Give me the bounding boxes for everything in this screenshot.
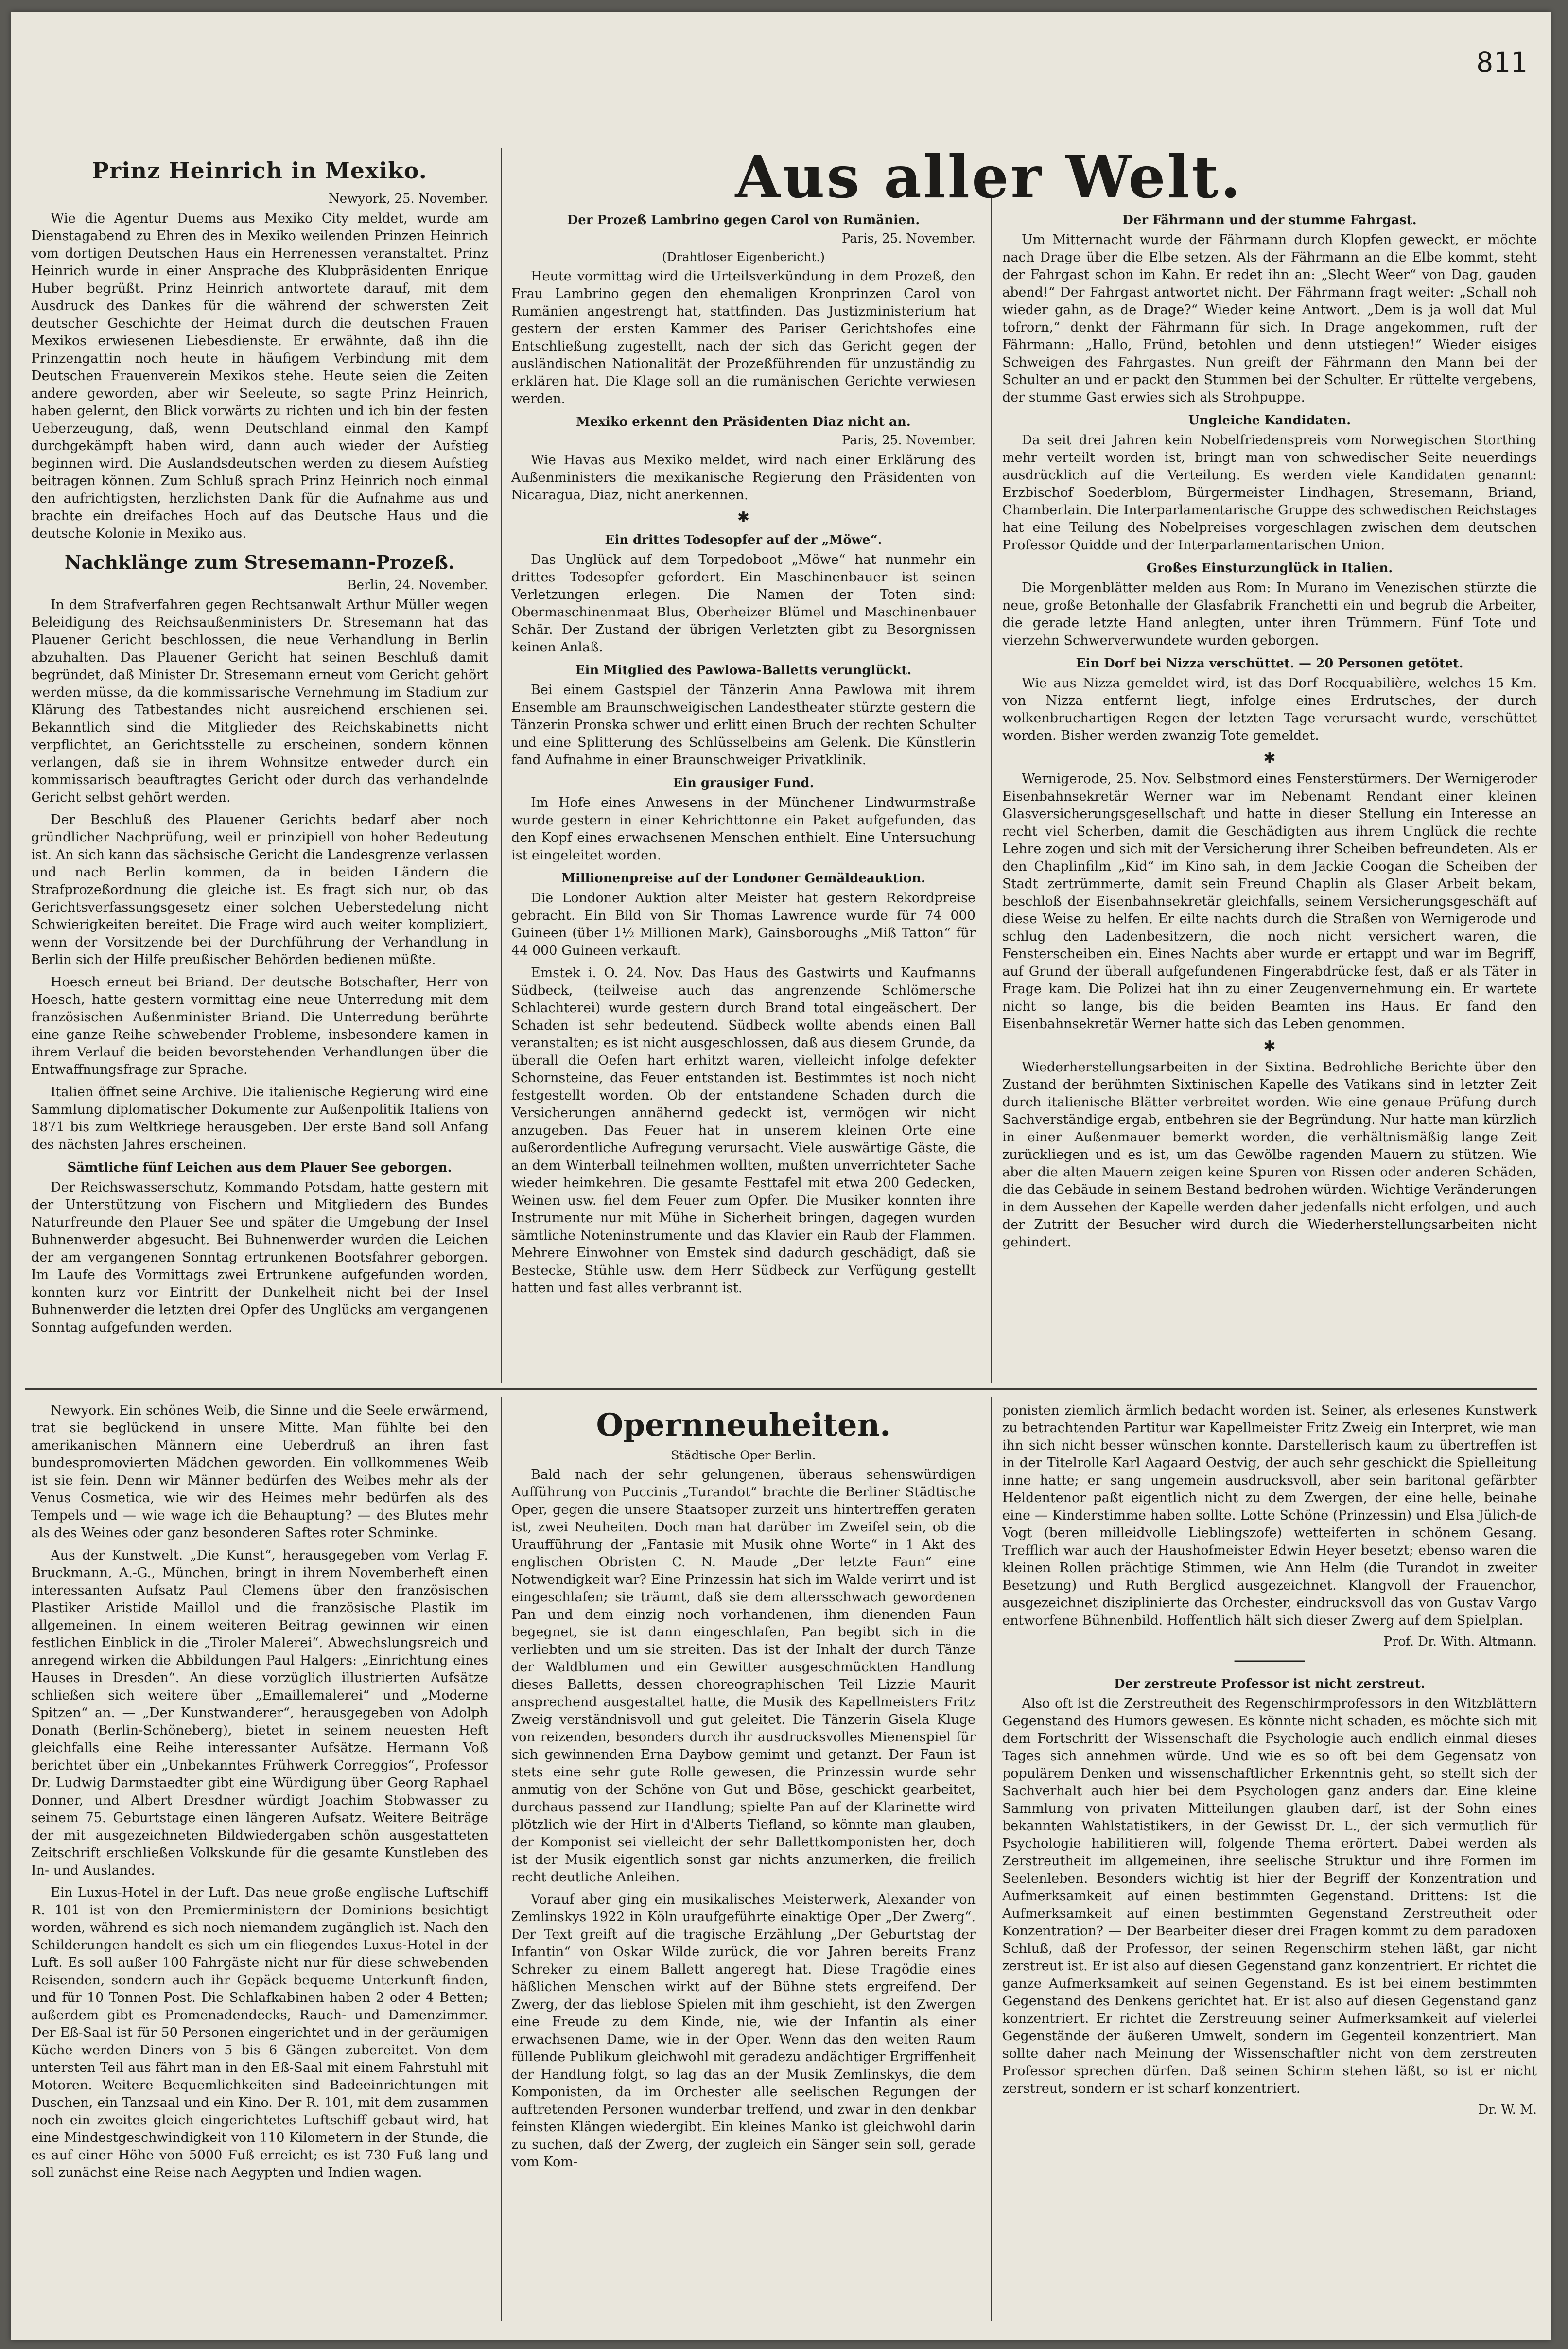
news-note: Aus der Kunstwelt. „Die Kunst“, herausgegeben vom Verlag F. Bruckmann, A.-G., München, bringt in ihrem Novemberheft einen interessanten Aufsatz Paul Clemens über den französischen Plastiker Aristide Maillol und die französische Plastik im allgemeinen. In einem weiteren Beitrag gewinnen wir einen festlichen Einblick in die „Tiroler Malerei“. Abwechslungsreich und anregend wirken die Abbildungen Paul Halgers: „Einrichtung eines Hauses in Dresden“. An diese vorzüglich illustrierten Aufsätze schließen sich weitere über „Emaillemalerei“ und „Moderne Spitzen“ an. — „Der Kunstwanderer“, herausgegeben von Adolph Donath (Berlin-Schöneberg), bietet in seinem neuesten Heft gleichfalls eine Reihe interessanter Aufsätze. Hermann Voß berichtet über ein „Unbekanntes Frühwerk Correggios“, Professor Dr. Ludwig Darmstaedter gibt eine Würdigung über Georg Raphael Donner, und Albert Dresdner würdigt Joachim Stobwasser zu seinem 75. Geburtstage einen längeren Aufsatz. Weitere Beiträge der mit ausgezeichneten Bildwiedergaben schön ausgestatteten Zeitschrift erschließen Volkskunde für die gesamte Kunstleben des In- und Auslandes.	[31, 1548, 488, 1878]
article-paragraph: Wie Havas aus Mexiko meldet, wird nach einer Erklärung des Außenministers die mexikanische Regierung den Präsidenten von Nicaragua, Diaz, nicht anerkennen.	[511, 453, 976, 503]
article-paragraph: Das Unglück auf dem Torpedoboot „Möwe“ hat nunmehr ein drittes Todesopfer gefordert. Ein Maschinenbauer ist seinen Verletzungen erlegen. Die Namen der Toten sind: Obermaschinenmaat Blus, Oberheizer Blümel und Maschinenbauer Schär. Der Zustand der übrigen Verletzten gibt zu Besorgnissen keinen Anlaß.	[511, 552, 976, 655]
news-note: Hoesch erneut bei Briand. Der deutsche Botschafter, Herr von Hoesch, hatte gestern vormittag eine neue Unterredung mit dem französischen Außenminister Briand. Die Unterredung berührte eine ganze Reihe schwebender Probleme, insbesondere kamen in ihrem Verlauf die beiden bevorstehenden Verhandlungen über die Entwaffnungsfrage zur Sprache.	[31, 975, 488, 1077]
article-paragraph: Also oft ist die Zerstreutheit des Regenschirmprofessors in den Witzblättern Gegenstand des Humors gewesen. Es könnte nicht schaden, es möchte sich mit dem Fortschritt der Wissenschaft die Psychologie auch endlich einmal dieses Tages sich annehmen würde. Und wie es so oft bei dem Gegensatz von populärem Denken und wissenschaftlicher Erkenntnis geht, so stellt sich der Sachverhalt auch hier bei dem Psychologen ganz anders dar. Eine kleine Sammlung von privaten Mitteilungen glauben darf, ist der Sohn eines bekannten Wahlstatistikers, in der Gewisst Dr. L., der sich vermutlich für Psychologie habilitieren will, folgende Thema erörtert. Dabei werden als Zerstreutheit im allgemeinen, ihre seelische Struktur und ihre Formen im Seelenleben. Besonders wichtig ist hier der Begriff der Konzentration und Aufmerksamkeit auf einen bestimmten Gegenstand. Drittens: Ist die Aufmerksamkeit auf einen bestimmten Gegenstand Zerstreutheit oder Konzentration? — Der Bearbeiter dieser drei Fragen kommt zu dem paradoxen Schluß, daß der Professor, der seinen Regenschirm stehen läßt, gar nicht zerstreut ist. Er ist also auf diesen Gegenstand ganz konzentriert. Er richtet die ganze Aufmerksamkeit auf seinen Gegenstand. Es ist bei einem bestimmten Gegenstand des Denkens gerichtet hat. Er ist also auf diesen Gegenstand ganz konzentriert. Er richtet die Zerstreuung seiner Aufmerksamkeit auf vielerlei Gegenstände der äußeren Umwelt, sondern im Gegenteil konzentriert. Man sollte daher nach Meinung der Wissenschaftler nicht von dem zerstreuten Professor sprechen dürfen. Daß seinen Schirm stehen läßt, so ist er nicht zerstreut, sondern er ist scharf konzentriert.	[1002, 1696, 1537, 2096]
article-heading: Ein drittes Todesopfer auf der „Möwe“.	[605, 533, 882, 547]
page-number: 811	[1476, 46, 1527, 79]
article-heading: Prinz Heinrich in Mexiko.	[92, 158, 427, 184]
newspaper-page	[11, 12, 1551, 2340]
news-note: Italien öffnet seine Archive. Die italienische Regierung wird eine Sammlung diplomatischer Dokumente zur Außenpolitik Italiens von 1871 bis zum Weltkriege herausgeben. Der erste Band soll Anfang des nächsten Jahres erscheinen.	[31, 1085, 488, 1152]
separator-star: ✱	[1263, 750, 1276, 767]
article-heading: Der zerstreute Professor ist nicht zerstreut.	[1114, 1677, 1425, 1691]
dateline: Berlin, 24. November.	[347, 578, 488, 593]
column-left-top	[31, 153, 488, 1378]
subline: (Drahtloser Eigenbericht.)	[662, 250, 825, 264]
article-heading: Der Fährmann und der stumme Fahrgast.	[1122, 213, 1417, 228]
article-paragraph: Wernigerode, 25. Nov. Selbstmord eines Fensterstürmers. Der Wernigeroder Eisenbahnsekretär Werner war im Nebenamt Rendant einer kleinen Glasversicherungsgesellschaft und hatte in dieser Stellung ein Interesse an recht viel Scherben, damit die Geschädigten aus ihrem Unglück die rechte Lehre zogen und sich mit der Versicherung ihrer Scheiben befreundeten. Als er den Chaplinfilm „Kid“ im Kino sah, in dem Jackie Coogan die Scheiben der Stadt zertrümmerte, damit sein Freund Chaplin als Glaser Arbeit bekam, beschloß der Eisenbahnsekretär gleichfalls, seinem Versicherungsgeschäft auf diese Weise zu helfen. Er eilte nachts durch die Straßen von Wernigerode und schlug den Ladenbesitzern, die noch nicht versichert waren, die Fensterscheiben ein. Eines Nachts aber wurde er ertappt und war im Begriff, auf Grund der überall aufgefundenen Fingerabdrücke fest, daß er als Täter in Frage kam. Die Polizei hat ihn zu einer Zeugenvernehmung ein. Er wartete nicht so lange, bis die beiden Beamten ins Haus. Er fand den Eisenbahnsekretär Werner hatte sich das Leben genommen.	[1002, 771, 1537, 1032]
article-paragraph: Wie die Agentur Duems aus Mexiko City meldet, wurde am Dienstagabend zu Ehren des in Mexiko weilenden Prinzen Heinrich vom dortigen Deutschen Haus ein Herrenessen veranstaltet. Prinz Heinrich wurde in einer Ansprache des Klubpräsidenten Enrique Huber begrüßt. Prinz Heinrich antwortete darauf, mit dem Ausdruck des Dankes für die während der schwersten Zeit deutscher Geschichte der Heimat durch die deutschen Frauen Mexikos erwiesenen Liebesdienste. Er erwähnte, daß ihn die Prinzengattin noch heute in häufigem Verbindung mit dem Deutschen Frauenverein Mexikos stehe. Heute seien die Zeiten andere geworden, aber wir Seeleute, so sagte Prinz Heinrich, haben gelernt, den Blick vorwärts zu richten und ich bin der festen Ueberzeugung, daß, wenn Deutschland einmal den Kampf durchgekämpft haben wird, dann auch wieder der Aufstieg beginnen wird. Die Auslandsdeutschen werden zu diesem Aufstieg beitragen können. Zum Schluß sprach Prinz Heinrich noch einmal den aufrichtigsten, herzlichsten Dank für die Aufnahme aus und brachte ein dreifaches Hoch auf das Deutsche Haus und die deutsche Kolonie in Mexiko aus.	[31, 211, 488, 541]
column-right-top	[1002, 206, 1537, 1378]
article-paragraph: ponisten ziemlich ärmlich bedacht worden ist. Seiner, als erlesenes Kunstwerk zu betrachtenden Partitur war Kapellmeister Fritz Zweig ein Interpret, wie man ihn sich nicht besser wünschen konnte. Darstellerisch kaum zu übertreffen ist in der Titelrolle Karl Aagaard Oestvig, der auch sehr geschickt die Spielleitung inne hatte; er sang ungemein ausdrucksvoll, aber sein baritonal gefärbter Heldentenor paßt eigentlich nicht zu dem Zwergen, der eine helle, beinahe eine — Kinderstimme haben sollte. Lotte Schöne (Prinzessin) und Elsa Jülich-de Vogt (beren milleidvolle Lieblingszofe) wetteiferten in schönem Gesang. Trefflich war auch der Haushofmeister Edwin Heyer besetzt; ebenso waren die kleinen Rollen prächtige Stimmen, wie Ann Helm (die Turandot in zweiter Besetzung) und Ruth Berglicd ausgezeichnet. Klangvoll der Frauenchor, ausgezeichnet disziplinierte das Orchester, eindrucksvoll das von Gustav Vargo entworfene Bühnenbild. Hoffentlich hält sich dieser Zwerg auf dem Spielplan.	[1002, 1403, 1537, 1628]
column-rule	[991, 196, 992, 1383]
column-rule	[501, 1397, 502, 2321]
article-heading: Der Prozeß Lambrino gegen Carol von Rumänien.	[567, 213, 920, 228]
separator-rule: ────────	[1234, 1653, 1305, 1670]
section-masthead	[511, 143, 1466, 211]
article-heading: Ein Dorf bei Nizza verschüttet. — 20 Personen getötet.	[1076, 656, 1463, 671]
article-heading: Ein Mitglied des Pawlowa-Balletts verunglückt.	[575, 663, 912, 678]
subline: Städtische Oper Berlin.	[671, 1448, 816, 1462]
author-signature: Prof. Dr. With. Altmann.	[1383, 1634, 1537, 1649]
article-paragraph: In dem Strafverfahren gegen Rechtsanwalt Arthur Müller wegen Beleidigung des Reichsaußenministers Dr. Stresemann hat das Plauener Gericht beschlossen, die neue Verhandlung in Berlin abzuhalten. Das Plauener Gericht hat seinen Beschluß damit begründet, daß Minister Dr. Stresemann erneut vom Gericht gehört werden müsse, da die kommissarische Vernehmung im Stadium zur Klärung des Tatbestandes nicht ausreichend erschienen sei. Bekanntlich sind die Mitglieder des Reichskabinetts nicht verpflichtet, an Gerichtsstelle zu erscheinen, sondern können verlangen, daß sie in ihrem Wohnsitze entweder durch ein kommissarisch beauftragtes Gericht oder durch das verhandelnde Gericht selbst gehört werden.	[31, 597, 488, 805]
article-heading: Großes Einsturzunglück in Italien.	[1146, 561, 1393, 576]
article-heading: Nachklänge zum Stresemann-Prozeß.	[64, 551, 455, 573]
article-paragraph: Da seit drei Jahren kein Nobelfriedenspreis vom Norwegischen Storthing mehr verteilt worden ist, bringt man von schwedischer Seite neuerdings ausdrücklich auf die Verteilung. Es werden viele Kandidaten genannt: Erzbischof Soederblom, Bürgermeister Lindhagen, Stresemann, Briand, Chamberlain. Die Interparlamentarische Gruppe des schwedischen Reichstages hat eine Teilung des Nobelpreises vorgeschlagen zwischen dem deutschen Professor Quidde und der Interparlamentarischen Union.	[1002, 433, 1537, 553]
article-paragraph: Emstek i. O. 24. Nov. Das Haus des Gastwirts und Kaufmanns Südbeck, (teilweise auch das angrenzende Schlömersche Schlachterei) wurde gestern durch Brand total eingeäschert. Der Schaden ist sehr bedeutend. Südbeck wollte abends einen Ball veranstalten; es ist nicht ausgeschlossen, daß aus diesem Grunde, da überall die Oefen hart erhitzt waren, vielleicht infolge defekter Schornsteine, das Feuer entstanden ist. Bestimmtes ist noch nicht festgestellt worden. Ob der entstandene Schaden durch die Versicherungen annähernd gedeckt ist, vermögen wir nicht anzugeben. Das Feuer hat in unserem kleinen Orte eine außerordentliche Aufregung verursacht. Viele auswärtige Gäste, die an dem Winterball teilnehmen wollten, mußten unverrichteter Sache wieder heimkehren. Die gesamte Festtafel mit etwa 200 Gedecken, Weinen usw. fiel dem Feuer zum Opfer. Die Musiker konnten ihre Instrumente nur mit Mühe in Sicherheit bringen, dagegen wurden sämtliche Noteninstrumente und das Klavier ein Raub der Flammen. Mehrere Einwohner von Emstek sind dadurch geschädigt, daß sie Bestecke, Stühle usw. dem Herr Südbeck zur Verfügung gestellt hatten und fast alles verbrannt ist.	[511, 965, 976, 1296]
column-left-bottom	[31, 1402, 488, 2326]
article-heading: Ein grausiger Fund.	[673, 776, 814, 790]
section-title: Aus aller Welt.	[735, 143, 1243, 211]
article-heading: Millionenpreise auf der Londoner Gemäldeauktion.	[561, 871, 925, 886]
section-rule	[25, 1388, 1537, 1390]
article-paragraph: Heute vormittag wird die Urteilsverkündung in dem Prozeß, den Frau Lambrino gegen den ehemaligen Kronprinzen Carol von Rumänien angestrengt hat, stattfinden. Das Justizministerium hat gestern der ersten Kammer des Pariser Gerichtshofes eine Entschließung zugestellt, nach der sich das Gericht gegen der ausländischen Nationalität der Prozeßführenden für unzuständig zu erklären hat. Die Klage soll an die rumänischen Gerichte verwiesen werden.	[511, 269, 976, 406]
article-paragraph: Der Beschluß des Plauener Gerichts bedarf aber noch gründlicher Nachprüfung, weil er prinzipiell von hoher Bedeutung ist. An sich kann das sächsische Gericht die Landesgrenze verlassen und nach Berlin kommen, da in beiden Ländern die Strafprozeßordnung die gleiche ist. Es fragt sich nur, ob das Gerichtsverfassungsgesetz einer solchen Ueberstedelung nicht Schwierigkeiten bereitet. Die Frage wird auch weiter kompliziert, wenn der Vorsitzende bei der Durchführung der Verhandlung in Berlin sich der Hilfe preußischer Behörden bedienen müßte.	[31, 812, 488, 967]
article-paragraph: Wiederherstellungsarbeiten in der Sixtina. Bedrohliche Berichte über den Zustand der berühmten Sixtinischen Kapelle des Vatikans sind in letzter Zeit durch italienische Blätter verbreitet worden. Wie eine genaue Prüfung durch Sachverständige ergab, entbehren sie der Begründung. Nur hatte man kürzlich in einer Außenmauer bemerkt worden, die verhältnismäßig lange Zeit zurückliegen und es ist, um das Gewölbe ragenden Mauern zu stützen. Wie aber die alten Mauern zeigen keine Spuren von Rissen oder anderen Schäden, die das Gebäude in seinem Bestand bedrohen würden. Wichtige Veränderungen in dem Aussehen der Kapelle werden daher jedenfalls nicht erfolgen, und auch der Zutritt der Besucher wird durch die Wiederherstellungsarbeiten nicht gehindert.	[1002, 1060, 1537, 1250]
article-paragraph: Die Morgenblätter melden aus Rom: In Murano im Venezischen stürzte die neue, große Betonhalle der Glasfabrik Franchetti ein und begrub die Arbeiter, die gerade letzte Hand anlegten, unter ihren Trümmern. Fünf Tote und vierzehn Schwerverwundete wurden geborgen.	[1002, 580, 1537, 648]
article-paragraph: Bald nach der sehr gelungenen, überaus sehenswürdigen Aufführung von Puccinis „Turandot“ brachte die Berliner Städtische Oper, gegen die unsere Staatsoper zurzeit uns hintertreffen geraten ist, zwei Neuheiten. Doch man hat darüber im Zweifel sein, ob die Uraufführung der „Fantasie mit Musik ohne Worte“ in 1 Akt des englischen Obristen C. N. Maude „Der letzte Faun“ eine Notwendigkeit war? Eine Prinzessin hat sich im Walde verirrt und ist eingeschlafen; sie träumt, daß sie dem altersschwach gewordenen Pan und dem einzig noch vorhandenen, ihm dienenden Faun begegnet, sie ist dann eingeschlafen, Pan begibt sich in die verliebten und um sie streiten. Das ist der Inhalt der durch Tänze der Waldblumen und ein Gewitter ausgeschmückten Handlung dieses Balletts, dessen choreographischen Teil Lizzie Maurit ansprechend ausgestaltet hatte, die Musik des Kapellmeisters Fritz Zweig verständnisvoll und gut geleitet. Die Tänzerin Gisela Kluge von reizenden, besonders durch ihr ausdrucksvolles Mienenspiel für sich gewinnenden Erna Daybow gemimt und getanzt. Der Faun ist stets eine sehr gute Rolle gewesen, die Prinzessin wurde sehr anmutig von der Schöne von Gut und Böse, geschickt gearbeitet, durchaus passend zur Handlung; spielte Pan auf der Klarinette wird plötzlich wie der Hirt in d'Alberts Tiefland, so könnte man glauben, der Komponist sei vielleicht der sehr Ballettkomponisten her, doch ist der Musik eigentlich sonst gar nichts anzumerken, die freilich recht deutliche Anleihen.	[511, 1467, 976, 1885]
news-note: Der Reichswasserschutz, Kommando Potsdam, hatte gestern mit der Unterstützung von Fischern und Mitgliedern des Bundes Naturfreunde den Plauer See und später die Umgebung der Insel Buhnenwerder abgesucht. Bei Buhnenwerder wurden die Leichen der am vergangenen Sonntag ertrunkenen Bootsfahrer geborgen. Im Laufe des Vormittags zwei Ertrunkene aufgefunden worden, konnten kurz vor Eintritt der Dunkelheit nicht bei der Insel Buhnenwerder die letzten drei Opfer des Unglücks am vergangenen Sonntag aufgefunden werden.	[31, 1180, 488, 1335]
article-paragraph: Bei einem Gastspiel der Tänzerin Anna Pawlowa mit ihrem Ensemble am Braunschweigischen Landestheater stürzte gestern die Tänzerin Pronska schwer und erlitt einen Bruch der rechten Schulter und eine Splitterung des Schlüsselbeins am Gelenk. Die Künstlerin fand Aufnahme in einer Braunschweiger Privatklinik.	[511, 683, 976, 768]
column-middle-top	[511, 206, 976, 1378]
article-paragraph: Wie aus Nizza gemeldet wird, ist das Dorf Rocquabilière, welches 15 Km. von Nizza entfernt liegt, infolge eines Erdrutsches, der durch wolkenbruchartigen Regen der letzten Tage verursacht wurde, verschüttet worden. Bisher werden zwanzig Tote gemeldet.	[1002, 676, 1537, 743]
news-note: Ein Luxus-Hotel in der Luft. Das neue große englische Luftschiff R. 101 ist von den Premierministern der Dominions besichtigt worden, während es sich noch niemandem zugänglich ist. Nach den Schilderungen handelt es sich um ein fliegendes Luxus-Hotel in der Luft. Es soll außer 100 Fahrgäste nicht nur für diese schwebenden Reisenden, sondern auch ihr Gepäck bequeme Unterkunft finden, und für 10 Tonnen Post. Die Schlafkabinen haben 2 oder 4 Betten; außerdem gibt es Promenadendecks, Rauch- und Damenzimmer. Der Eß-Saal ist für 50 Personen eingerichtet und in der geräumigen Küche werden Diners von 5 bis 6 Gängen zubereitet. Von dem untersten Teil aus fährt man in den Eß-Saal mit einem Fahrstuhl mit Motoren. Weitere Bequemlichkeiten sind Badeeinrichtungen mit Duschen, ein Tanzsaal und ein Kino. Der R. 101, mit dem zusammen noch ein zweites gleich eingerichtetes Luftschiff gebaut wird, hat eine Mindestgeschwindigkeit von 110 Kilometern in der Stunde, die es auf einer Höhe von 5000 Fuß erreicht; es ist 730 Fuß lang und soll zunächst eine Reise nach Aegypten und Indien wagen.	[31, 1885, 488, 2180]
article-paragraph: Im Hofe eines Anwesens in der Münchener Lindwurmstraße wurde gestern in einer Kehrichttonne ein Paket aufgefunden, das den Kopf eines erwachsenen Menschen enthielt. Eine Untersuchung ist eingeleitet worden.	[511, 795, 976, 863]
note-heading: Sämtliche fünf Leichen aus dem Plauer See geborgen.	[67, 1160, 452, 1175]
article-heading: Mexiko erkennt den Präsidenten Diaz nicht an.	[576, 415, 911, 429]
article-heading: Ungleiche Kandidaten.	[1188, 413, 1351, 428]
dateline: Newyork, 25. November.	[328, 192, 488, 206]
article-paragraph: Vorauf aber ging ein musikalisches Meisterwerk, Alexander von Zemlinskys 1922 in Köln uraufgeführte einaktige Oper „Der Zwerg“. Der Text greift auf die tragische Erzählung „Der Geburtstag der Infantin“ von Oskar Wilde zurück, die vor Jahren bereits Franz Schreker zu einem Ballett angeregt hat. Diese Tragödie eines häßlichen Menschen wirkt auf der Bühne stets ergreifend. Der Zwerg, der das lieblose Spielen mit ihm geschieht, ist den Zwergen eine Freude zu dem Kinde, nie, wie der Infantin als einer erwachsenen Dame, wie in der Oper. Wenn das den weiten Raum füllende Publikum gleichwohl mit geradezu andächtiger Ergriffenheit der Handlung folgt, so lag das an der Musik Zemlinskys, die dem Komponisten, da im Orchester alle seelischen Regungen der auftretenden Personen wunderbar treffend, und zwar in den denkbar feinsten Klängen wiedergibt. Ein kleines Manko ist gleichwohl darin zu suchen, daß der Zwerg, der zugleich ein Sänger sein soll, gerade vom Kom-	[511, 1892, 976, 2170]
news-note: Newyork. Ein schönes Weib, die Sinne und die Seele erwärmend, trat sie beglückend in unsere Mitte. Man fühlte bei den amerikanischen Männern eine Ueberdruß an ihren fast bundespromovierten Mädchen geworden. Ein vollkommenes Weib ist sie fein. Denn wir Männer bedürfen des Weibes mehr als der Venus Cosmetica, wie wir des Heimes mehr bedürfen als des Tempels und — wie wage ich die Behauptung? — des Blutes mehr als des Weines oder ganz besonderen Saftes roter Schminke.	[31, 1403, 488, 1541]
dateline: Paris, 25. November.	[841, 231, 976, 246]
column-rule	[501, 148, 502, 1383]
article-title: Opernneuheiten.	[596, 1407, 891, 1443]
column-rule	[991, 1397, 992, 2321]
article-paragraph: Die Londoner Auktion alter Meister hat gestern Rekordpreise gebracht. Ein Bild von Sir Thomas Lawrence wurde für 74 000 Guineen (über 1½ Millionen Mark), Gainsboroughs „Miß Tatton“ für 44 000 Guineen verkauft.	[511, 891, 976, 958]
author-signature: Dr. W. M.	[1478, 2103, 1537, 2117]
article-paragraph: Um Mitternacht wurde der Fährmann durch Klopfen geweckt, er möchte nach Drage über die Elbe setzen. Als der Fährmann an die Elbe kommt, steht der Fahrgast schon im Kahn. Er redet ihn an: „Slecht Weer“ von Dag, gauden abend!“ Der Fahrgast antwortet nicht. Der Fährmann fragt weiter: „Schall noh wieder gahn, as de Drage?“ Wieder keine Antwort. „Dem is ja woll dat Mul tofrorn,“ denkt der Fährmann für sich. In Drage angekommen, ruft der Fährmann: „Hallo, Fründ, betohlen und denn utstiegen!“ Wieder eisiges Schweigen des Fahrgastes. Nun greift der Fährmann den Mann bei der Schulter an und er packt den Stummen bei der Schulter. Er rüttelte vergebens, der stumme Gast erwies sich als Strohpuppe.	[1002, 232, 1537, 405]
dateline: Paris, 25. November.	[841, 433, 976, 448]
column-right-bottom	[1002, 1402, 1537, 2326]
column-middle-bottom	[511, 1402, 976, 2326]
separator-star: ✱	[737, 509, 750, 526]
separator-star: ✱	[1263, 1038, 1276, 1055]
